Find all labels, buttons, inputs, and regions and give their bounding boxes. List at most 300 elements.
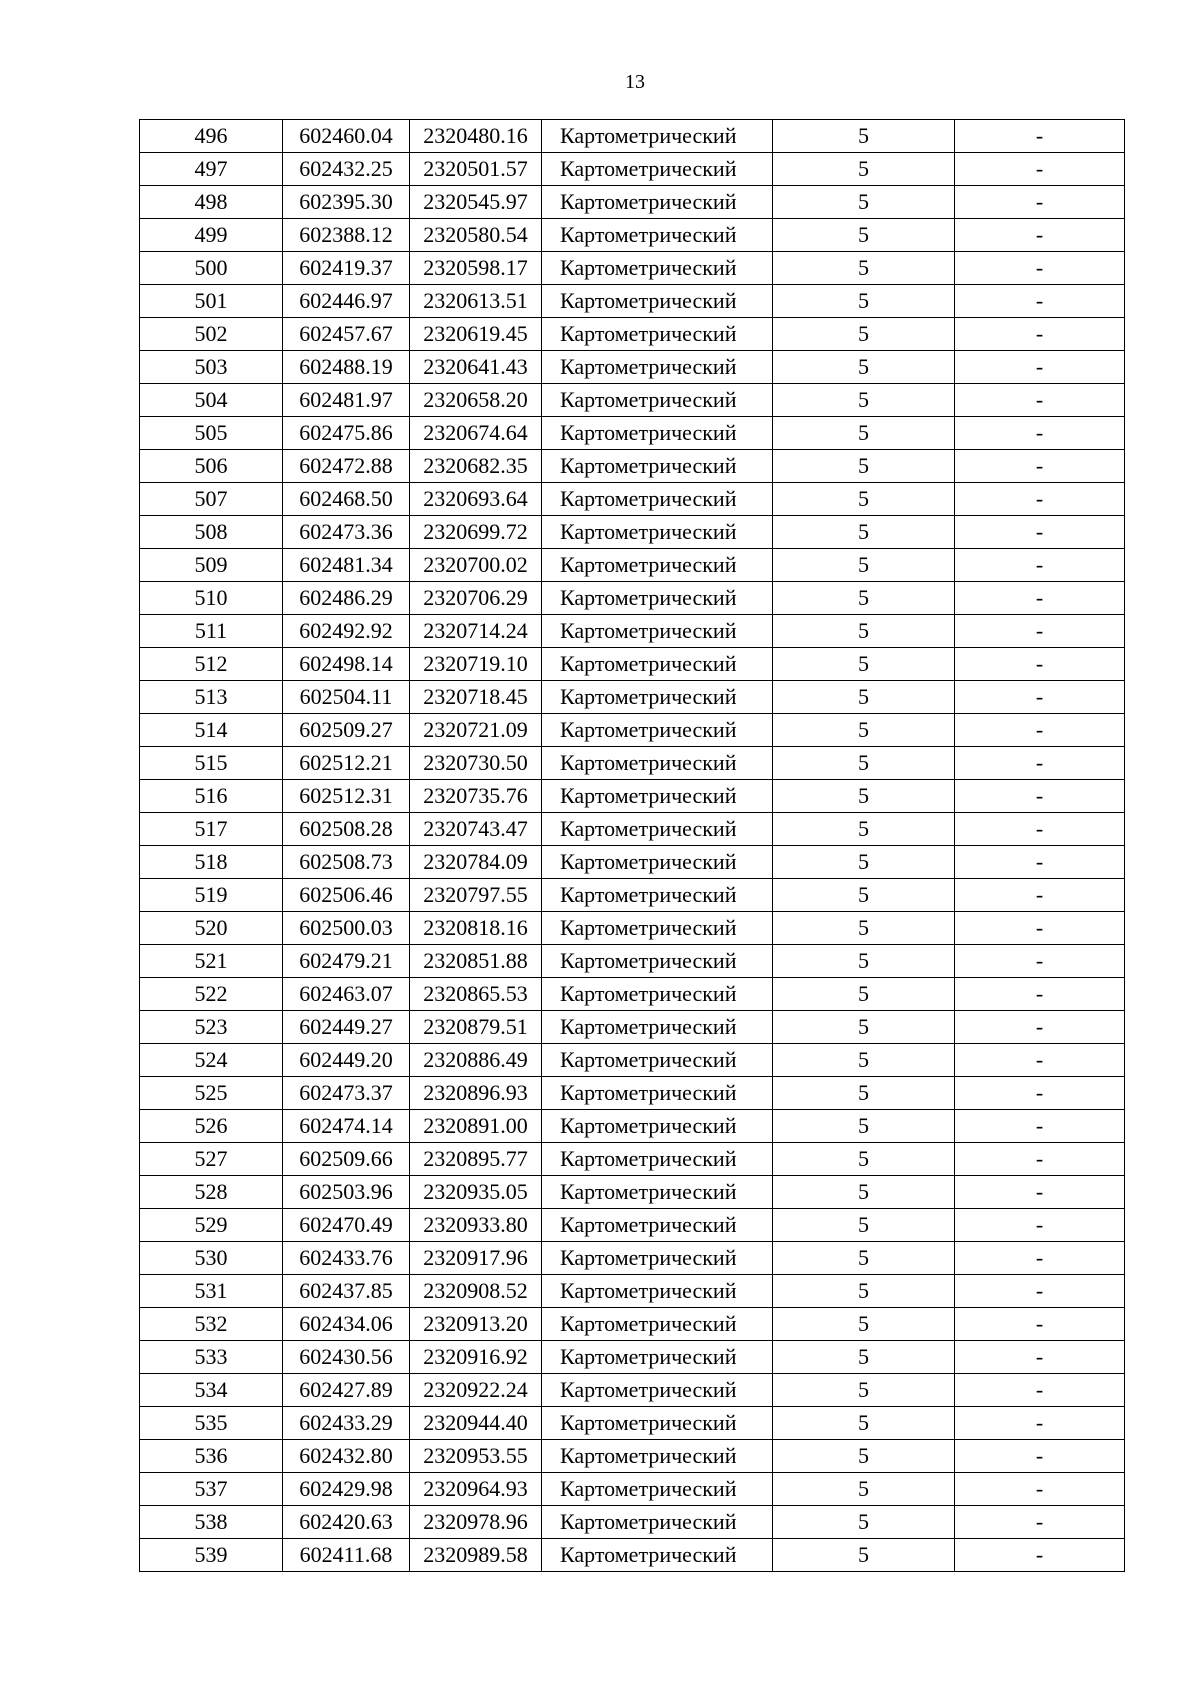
- coordinates-table-body: [140, 120, 1125, 1572]
- method-cell: Картометрический: [542, 1176, 773, 1209]
- table-row: [140, 516, 1125, 549]
- table-row: [140, 417, 1125, 450]
- x-coordinate-cell: 602492.92: [283, 615, 410, 648]
- y-coordinate-cell: 2320706.29: [410, 582, 542, 615]
- accuracy-cell: 5: [773, 978, 955, 1011]
- method-cell: Картометрический: [542, 945, 773, 978]
- table-row: [140, 813, 1125, 846]
- method-cell: Картометрический: [542, 384, 773, 417]
- method-cell: Картометрический: [542, 714, 773, 747]
- x-coordinate-cell: 602468.50: [283, 483, 410, 516]
- method-cell: Картометрический: [542, 549, 773, 582]
- description-cell: -: [955, 1044, 1125, 1077]
- accuracy-cell: 5: [773, 615, 955, 648]
- table-row: [140, 1044, 1125, 1077]
- table-row: [140, 1209, 1125, 1242]
- method-cell: Картометрический: [542, 1275, 773, 1308]
- point-number-cell: 502: [140, 318, 283, 351]
- x-coordinate-cell: 602449.20: [283, 1044, 410, 1077]
- x-coordinate-cell: 602475.86: [283, 417, 410, 450]
- table-row: [140, 483, 1125, 516]
- point-number-cell: 520: [140, 912, 283, 945]
- table-row: [140, 252, 1125, 285]
- description-cell: -: [955, 1275, 1125, 1308]
- x-coordinate-cell: 602434.06: [283, 1308, 410, 1341]
- point-number-cell: 524: [140, 1044, 283, 1077]
- y-coordinate-cell: 2320917.96: [410, 1242, 542, 1275]
- x-coordinate-cell: 602472.88: [283, 450, 410, 483]
- method-cell: Картометрический: [542, 186, 773, 219]
- y-coordinate-cell: 2320933.80: [410, 1209, 542, 1242]
- x-coordinate-cell: 602437.85: [283, 1275, 410, 1308]
- method-cell: Картометрический: [542, 318, 773, 351]
- y-coordinate-cell: 2320641.43: [410, 351, 542, 384]
- table-row: [140, 318, 1125, 351]
- description-cell: -: [955, 549, 1125, 582]
- y-coordinate-cell: 2320978.96: [410, 1506, 542, 1539]
- x-coordinate-cell: 602433.76: [283, 1242, 410, 1275]
- point-number-cell: 536: [140, 1440, 283, 1473]
- table-row: [140, 912, 1125, 945]
- x-coordinate-cell: 602488.19: [283, 351, 410, 384]
- point-number-cell: 527: [140, 1143, 283, 1176]
- table-row: [140, 1308, 1125, 1341]
- point-number-cell: 497: [140, 153, 283, 186]
- method-cell: Картометрический: [542, 153, 773, 186]
- point-number-cell: 531: [140, 1275, 283, 1308]
- description-cell: -: [955, 1176, 1125, 1209]
- description-cell: -: [955, 747, 1125, 780]
- description-cell: -: [955, 648, 1125, 681]
- description-cell: -: [955, 318, 1125, 351]
- accuracy-cell: 5: [773, 450, 955, 483]
- accuracy-cell: 5: [773, 318, 955, 351]
- method-cell: Картометрический: [542, 1440, 773, 1473]
- x-coordinate-cell: 602470.49: [283, 1209, 410, 1242]
- table-row: [140, 1011, 1125, 1044]
- point-number-cell: 513: [140, 681, 283, 714]
- description-cell: -: [955, 1473, 1125, 1506]
- description-cell: -: [955, 1374, 1125, 1407]
- y-coordinate-cell: 2320700.02: [410, 549, 542, 582]
- table-row: [140, 1407, 1125, 1440]
- x-coordinate-cell: 602512.31: [283, 780, 410, 813]
- method-cell: Картометрический: [542, 516, 773, 549]
- point-number-cell: 534: [140, 1374, 283, 1407]
- accuracy-cell: 5: [773, 1440, 955, 1473]
- description-cell: -: [955, 417, 1125, 450]
- y-coordinate-cell: 2320714.24: [410, 615, 542, 648]
- x-coordinate-cell: 602449.27: [283, 1011, 410, 1044]
- table-row: [140, 780, 1125, 813]
- description-cell: -: [955, 879, 1125, 912]
- method-cell: Картометрический: [542, 1242, 773, 1275]
- x-coordinate-cell: 602509.66: [283, 1143, 410, 1176]
- table-row: [140, 351, 1125, 384]
- method-cell: Картометрический: [542, 351, 773, 384]
- method-cell: Картометрический: [542, 483, 773, 516]
- method-cell: Картометрический: [542, 120, 773, 153]
- description-cell: -: [955, 483, 1125, 516]
- point-number-cell: 515: [140, 747, 283, 780]
- accuracy-cell: 5: [773, 879, 955, 912]
- method-cell: Картометрический: [542, 252, 773, 285]
- y-coordinate-cell: 2320895.77: [410, 1143, 542, 1176]
- accuracy-cell: 5: [773, 186, 955, 219]
- point-number-cell: 519: [140, 879, 283, 912]
- description-cell: -: [955, 252, 1125, 285]
- point-number-cell: 504: [140, 384, 283, 417]
- y-coordinate-cell: 2320580.54: [410, 219, 542, 252]
- table-row: [140, 747, 1125, 780]
- description-cell: -: [955, 813, 1125, 846]
- y-coordinate-cell: 2320699.72: [410, 516, 542, 549]
- y-coordinate-cell: 2320619.45: [410, 318, 542, 351]
- x-coordinate-cell: 602432.25: [283, 153, 410, 186]
- point-number-cell: 526: [140, 1110, 283, 1143]
- description-cell: -: [955, 1110, 1125, 1143]
- description-cell: -: [955, 780, 1125, 813]
- y-coordinate-cell: 2320908.52: [410, 1275, 542, 1308]
- point-number-cell: 496: [140, 120, 283, 153]
- description-cell: -: [955, 615, 1125, 648]
- point-number-cell: 510: [140, 582, 283, 615]
- method-cell: Картометрический: [542, 1143, 773, 1176]
- accuracy-cell: 5: [773, 681, 955, 714]
- y-coordinate-cell: 2320693.64: [410, 483, 542, 516]
- x-coordinate-cell: 602463.07: [283, 978, 410, 1011]
- accuracy-cell: 5: [773, 912, 955, 945]
- y-coordinate-cell: 2320891.00: [410, 1110, 542, 1143]
- table-row: [140, 1374, 1125, 1407]
- table-row: [140, 450, 1125, 483]
- table-row: [140, 1341, 1125, 1374]
- y-coordinate-cell: 2320735.76: [410, 780, 542, 813]
- y-coordinate-cell: 2320851.88: [410, 945, 542, 978]
- point-number-cell: 512: [140, 648, 283, 681]
- description-cell: -: [955, 945, 1125, 978]
- description-cell: -: [955, 1077, 1125, 1110]
- y-coordinate-cell: 2320784.09: [410, 846, 542, 879]
- description-cell: -: [955, 285, 1125, 318]
- x-coordinate-cell: 602500.03: [283, 912, 410, 945]
- description-cell: -: [955, 912, 1125, 945]
- x-coordinate-cell: 602474.14: [283, 1110, 410, 1143]
- accuracy-cell: 5: [773, 1539, 955, 1572]
- method-cell: Картометрический: [542, 1341, 773, 1374]
- point-number-cell: 528: [140, 1176, 283, 1209]
- description-cell: -: [955, 681, 1125, 714]
- table-row: [140, 1275, 1125, 1308]
- y-coordinate-cell: 2320818.16: [410, 912, 542, 945]
- x-coordinate-cell: 602481.97: [283, 384, 410, 417]
- description-cell: -: [955, 1341, 1125, 1374]
- table-row: [140, 648, 1125, 681]
- x-coordinate-cell: 602508.28: [283, 813, 410, 846]
- table-row: [140, 1077, 1125, 1110]
- table-row: [140, 384, 1125, 417]
- accuracy-cell: 5: [773, 285, 955, 318]
- y-coordinate-cell: 2320879.51: [410, 1011, 542, 1044]
- accuracy-cell: 5: [773, 813, 955, 846]
- accuracy-cell: 5: [773, 219, 955, 252]
- y-coordinate-cell: 2320913.20: [410, 1308, 542, 1341]
- method-cell: Картометрический: [542, 879, 773, 912]
- table-row: [140, 681, 1125, 714]
- table-row: [140, 615, 1125, 648]
- accuracy-cell: 5: [773, 1077, 955, 1110]
- table-row: [140, 186, 1125, 219]
- y-coordinate-cell: 2320743.47: [410, 813, 542, 846]
- description-cell: -: [955, 1209, 1125, 1242]
- x-coordinate-cell: 602419.37: [283, 252, 410, 285]
- accuracy-cell: 5: [773, 1176, 955, 1209]
- accuracy-cell: 5: [773, 1341, 955, 1374]
- method-cell: Картометрический: [542, 1110, 773, 1143]
- x-coordinate-cell: 602430.56: [283, 1341, 410, 1374]
- accuracy-cell: 5: [773, 780, 955, 813]
- x-coordinate-cell: 602508.73: [283, 846, 410, 879]
- y-coordinate-cell: 2320501.57: [410, 153, 542, 186]
- x-coordinate-cell: 602432.80: [283, 1440, 410, 1473]
- accuracy-cell: 5: [773, 483, 955, 516]
- x-coordinate-cell: 602460.04: [283, 120, 410, 153]
- x-coordinate-cell: 602388.12: [283, 219, 410, 252]
- y-coordinate-cell: 2320989.58: [410, 1539, 542, 1572]
- table-row: [140, 1506, 1125, 1539]
- table-row: [140, 1242, 1125, 1275]
- accuracy-cell: 5: [773, 1473, 955, 1506]
- point-number-cell: 521: [140, 945, 283, 978]
- description-cell: -: [955, 1242, 1125, 1275]
- accuracy-cell: 5: [773, 1110, 955, 1143]
- y-coordinate-cell: 2320613.51: [410, 285, 542, 318]
- point-number-cell: 532: [140, 1308, 283, 1341]
- point-number-cell: 509: [140, 549, 283, 582]
- description-cell: -: [955, 219, 1125, 252]
- x-coordinate-cell: 602427.89: [283, 1374, 410, 1407]
- method-cell: Картометрический: [542, 615, 773, 648]
- y-coordinate-cell: 2320896.93: [410, 1077, 542, 1110]
- description-cell: -: [955, 1506, 1125, 1539]
- accuracy-cell: 5: [773, 516, 955, 549]
- y-coordinate-cell: 2320545.97: [410, 186, 542, 219]
- x-coordinate-cell: 602473.37: [283, 1077, 410, 1110]
- point-number-cell: 499: [140, 219, 283, 252]
- y-coordinate-cell: 2320721.09: [410, 714, 542, 747]
- method-cell: Картометрический: [542, 813, 773, 846]
- x-coordinate-cell: 602420.63: [283, 1506, 410, 1539]
- table-row: [140, 978, 1125, 1011]
- description-cell: -: [955, 153, 1125, 186]
- description-cell: -: [955, 1440, 1125, 1473]
- x-coordinate-cell: 602457.67: [283, 318, 410, 351]
- method-cell: Картометрический: [542, 1506, 773, 1539]
- description-cell: -: [955, 1407, 1125, 1440]
- y-coordinate-cell: 2320964.93: [410, 1473, 542, 1506]
- method-cell: Картометрический: [542, 1308, 773, 1341]
- page-number: 13: [625, 71, 645, 93]
- point-number-cell: 498: [140, 186, 283, 219]
- point-number-cell: 533: [140, 1341, 283, 1374]
- accuracy-cell: 5: [773, 153, 955, 186]
- point-number-cell: 517: [140, 813, 283, 846]
- x-coordinate-cell: 602504.11: [283, 681, 410, 714]
- coordinates-table: [139, 119, 1125, 1572]
- point-number-cell: 507: [140, 483, 283, 516]
- accuracy-cell: 5: [773, 648, 955, 681]
- x-coordinate-cell: 602481.34: [283, 549, 410, 582]
- y-coordinate-cell: 2320797.55: [410, 879, 542, 912]
- point-number-cell: 514: [140, 714, 283, 747]
- point-number-cell: 539: [140, 1539, 283, 1572]
- method-cell: Картометрический: [542, 978, 773, 1011]
- method-cell: Картометрический: [542, 1539, 773, 1572]
- description-cell: -: [955, 846, 1125, 879]
- table-row: [140, 582, 1125, 615]
- table-row: [140, 1110, 1125, 1143]
- point-number-cell: 530: [140, 1242, 283, 1275]
- method-cell: Картометрический: [542, 1374, 773, 1407]
- x-coordinate-cell: 602473.36: [283, 516, 410, 549]
- description-cell: -: [955, 186, 1125, 219]
- point-number-cell: 500: [140, 252, 283, 285]
- point-number-cell: 529: [140, 1209, 283, 1242]
- method-cell: Картометрический: [542, 1011, 773, 1044]
- method-cell: Картометрический: [542, 648, 773, 681]
- description-cell: -: [955, 1539, 1125, 1572]
- y-coordinate-cell: 2320953.55: [410, 1440, 542, 1473]
- accuracy-cell: 5: [773, 1308, 955, 1341]
- point-number-cell: 516: [140, 780, 283, 813]
- x-coordinate-cell: 602479.21: [283, 945, 410, 978]
- x-coordinate-cell: 602395.30: [283, 186, 410, 219]
- y-coordinate-cell: 2320674.64: [410, 417, 542, 450]
- accuracy-cell: 5: [773, 1242, 955, 1275]
- table-row: [140, 285, 1125, 318]
- point-number-cell: 503: [140, 351, 283, 384]
- y-coordinate-cell: 2320944.40: [410, 1407, 542, 1440]
- x-coordinate-cell: 602429.98: [283, 1473, 410, 1506]
- accuracy-cell: 5: [773, 417, 955, 450]
- accuracy-cell: 5: [773, 714, 955, 747]
- accuracy-cell: 5: [773, 846, 955, 879]
- method-cell: Картометрический: [542, 912, 773, 945]
- x-coordinate-cell: 602433.29: [283, 1407, 410, 1440]
- accuracy-cell: 5: [773, 351, 955, 384]
- method-cell: Картометрический: [542, 219, 773, 252]
- point-number-cell: 506: [140, 450, 283, 483]
- method-cell: Картометрический: [542, 1077, 773, 1110]
- method-cell: Картометрический: [542, 747, 773, 780]
- description-cell: -: [955, 978, 1125, 1011]
- y-coordinate-cell: 2320886.49: [410, 1044, 542, 1077]
- method-cell: Картометрический: [542, 1473, 773, 1506]
- method-cell: Картометрический: [542, 417, 773, 450]
- x-coordinate-cell: 602411.68: [283, 1539, 410, 1572]
- table-row: [140, 219, 1125, 252]
- method-cell: Картометрический: [542, 1044, 773, 1077]
- accuracy-cell: 5: [773, 1275, 955, 1308]
- point-number-cell: 525: [140, 1077, 283, 1110]
- table-row: [140, 1473, 1125, 1506]
- table-row: [140, 846, 1125, 879]
- table-row: [140, 1176, 1125, 1209]
- x-coordinate-cell: 602486.29: [283, 582, 410, 615]
- y-coordinate-cell: 2320916.92: [410, 1341, 542, 1374]
- description-cell: -: [955, 516, 1125, 549]
- description-cell: -: [955, 1308, 1125, 1341]
- accuracy-cell: 5: [773, 1011, 955, 1044]
- y-coordinate-cell: 2320935.05: [410, 1176, 542, 1209]
- table-row: [140, 1539, 1125, 1572]
- point-number-cell: 518: [140, 846, 283, 879]
- method-cell: Картометрический: [542, 780, 773, 813]
- table-row: [140, 1143, 1125, 1176]
- y-coordinate-cell: 2320658.20: [410, 384, 542, 417]
- x-coordinate-cell: 602446.97: [283, 285, 410, 318]
- accuracy-cell: 5: [773, 582, 955, 615]
- point-number-cell: 511: [140, 615, 283, 648]
- accuracy-cell: 5: [773, 1407, 955, 1440]
- accuracy-cell: 5: [773, 1374, 955, 1407]
- point-number-cell: 537: [140, 1473, 283, 1506]
- table-row: [140, 945, 1125, 978]
- table-row: [140, 153, 1125, 186]
- table-row: [140, 120, 1125, 153]
- table-row: [140, 1440, 1125, 1473]
- method-cell: Картометрический: [542, 285, 773, 318]
- accuracy-cell: 5: [773, 384, 955, 417]
- y-coordinate-cell: 2320922.24: [410, 1374, 542, 1407]
- y-coordinate-cell: 2320865.53: [410, 978, 542, 1011]
- y-coordinate-cell: 2320730.50: [410, 747, 542, 780]
- x-coordinate-cell: 602503.96: [283, 1176, 410, 1209]
- description-cell: -: [955, 582, 1125, 615]
- description-cell: -: [955, 384, 1125, 417]
- y-coordinate-cell: 2320480.16: [410, 120, 542, 153]
- description-cell: -: [955, 1143, 1125, 1176]
- x-coordinate-cell: 602509.27: [283, 714, 410, 747]
- accuracy-cell: 5: [773, 1044, 955, 1077]
- y-coordinate-cell: 2320719.10: [410, 648, 542, 681]
- accuracy-cell: 5: [773, 252, 955, 285]
- description-cell: -: [955, 1011, 1125, 1044]
- y-coordinate-cell: 2320682.35: [410, 450, 542, 483]
- point-number-cell: 535: [140, 1407, 283, 1440]
- accuracy-cell: 5: [773, 549, 955, 582]
- table-row: [140, 879, 1125, 912]
- description-cell: -: [955, 351, 1125, 384]
- table-row: [140, 714, 1125, 747]
- y-coordinate-cell: 2320598.17: [410, 252, 542, 285]
- point-number-cell: 522: [140, 978, 283, 1011]
- method-cell: Картометрический: [542, 681, 773, 714]
- table-row: [140, 549, 1125, 582]
- point-number-cell: 508: [140, 516, 283, 549]
- point-number-cell: 538: [140, 1506, 283, 1539]
- point-number-cell: 501: [140, 285, 283, 318]
- method-cell: Картометрический: [542, 1209, 773, 1242]
- accuracy-cell: 5: [773, 1506, 955, 1539]
- x-coordinate-cell: 602512.21: [283, 747, 410, 780]
- accuracy-cell: 5: [773, 1143, 955, 1176]
- method-cell: Картометрический: [542, 450, 773, 483]
- accuracy-cell: 5: [773, 945, 955, 978]
- description-cell: -: [955, 450, 1125, 483]
- x-coordinate-cell: 602498.14: [283, 648, 410, 681]
- x-coordinate-cell: 602506.46: [283, 879, 410, 912]
